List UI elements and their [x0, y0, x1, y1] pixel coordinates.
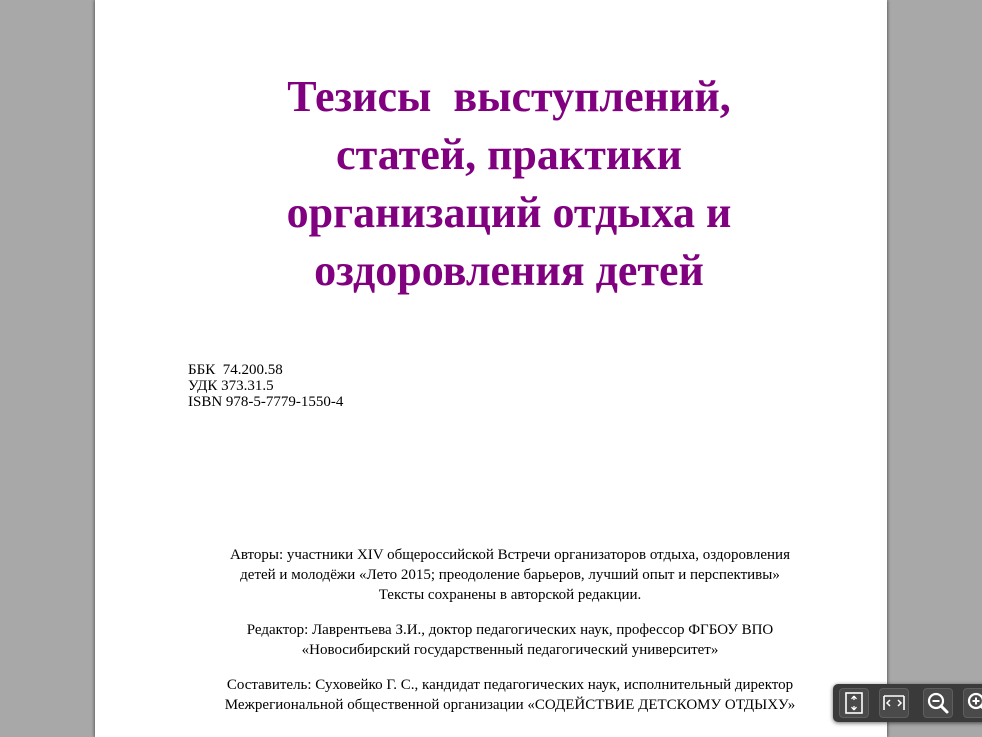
- fit-width-icon: [880, 689, 908, 717]
- title-line: организаций отдыха и: [286, 188, 732, 237]
- isbn-code: ISBN 978-5-7779-1550-4: [188, 394, 344, 410]
- zoom-in-button[interactable]: [963, 688, 982, 718]
- fit-width-button[interactable]: [879, 688, 909, 718]
- bbk-code: ББК 74.200.58: [188, 362, 283, 378]
- classification-codes: [188, 362, 343, 410]
- authors-line: детей и молодёжи «Лето 2015; преодоление барьеров, лучший опыт и перспективы»: [240, 567, 780, 583]
- compiler-line: Составитель: Суховейко Г. С., кандидат педагогических наук, исполнительный директор: [226, 677, 794, 693]
- udk-code: УДК 373.31.5: [188, 378, 274, 394]
- document-page: [95, 0, 887, 737]
- compiler-block: [155, 675, 865, 715]
- document-title: [165, 68, 853, 300]
- fit-page-icon: [840, 689, 868, 717]
- editor-line: «Новосибирский государственный педагогический университет»: [301, 642, 719, 658]
- viewer-toolbar: [833, 684, 982, 722]
- title-line: статей, практики: [336, 130, 682, 179]
- title-line: оздоровления детей: [314, 246, 704, 295]
- fit-page-button[interactable]: [839, 688, 869, 718]
- authors-line: Авторы: участники XIV общероссийской Встречи организаторов отдыха, оздоровления: [230, 547, 790, 563]
- zoom-out-icon: [924, 689, 952, 717]
- zoom-out-button[interactable]: [923, 688, 953, 718]
- editor-line: Редактор: Лаврентьева З.И., доктор педагогических наук, профессор ФГБОУ ВПО: [246, 622, 774, 638]
- title-line: Тезисы выступлений,: [287, 72, 731, 121]
- authors-block: [155, 545, 865, 605]
- zoom-in-icon: [964, 689, 982, 717]
- compiler-line: Межрегиональной общественной организации «СОДЕЙСТВИЕ ДЕТСКОМУ ОТДЫХУ»: [224, 697, 796, 713]
- editor-block: [155, 620, 865, 660]
- authors-line: Тексты сохранены в авторской редакции.: [378, 587, 642, 603]
